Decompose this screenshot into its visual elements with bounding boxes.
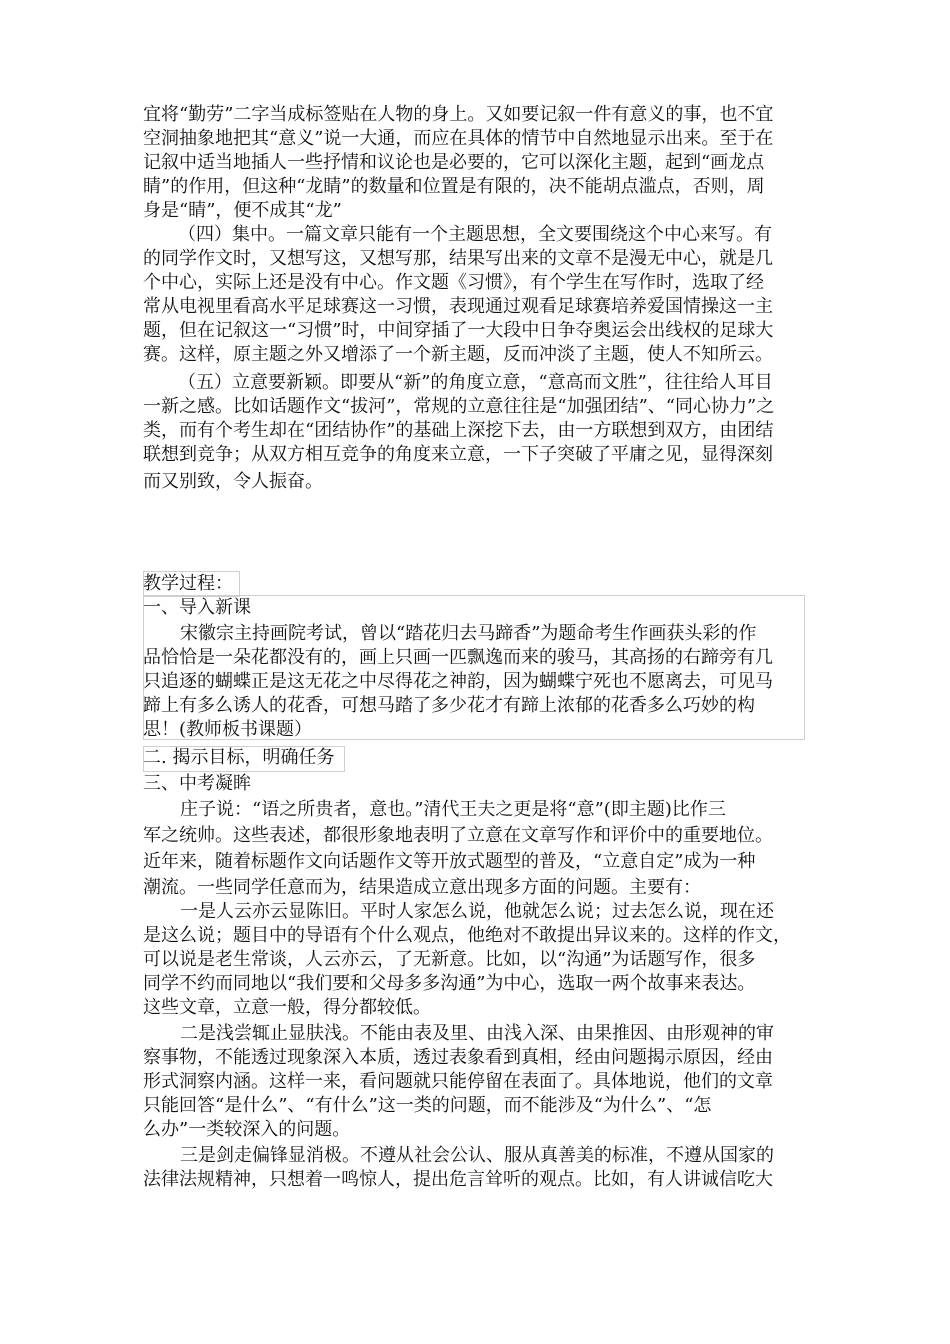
body-line-10: 二是浅尝辄止显肤浅。不能由表及里、由浅入深、由果推因、由形观神的审 bbox=[180, 1023, 774, 1044]
body-line-8: 同学不约而同地以“我们要和父母多多沟通”为中心，选取一两个故事来表达。 bbox=[143, 973, 756, 994]
body-line-16: 法律法规精神，只想着一鸣惊人，提出危言耸听的观点。比如，有人讲诚信吃大 bbox=[143, 1169, 773, 1190]
body-line-14: 么办”一类较深入的问题。 bbox=[143, 1119, 351, 1140]
top-line-8: 个中心，实际上还是没有中心。作文题《习惯》，有个学生在写作时，选取了经 bbox=[143, 272, 764, 293]
top-line-15: 联想到竞争；从双方相互竞争的角度来立意，一下子突破了平庸之见，显得深刻 bbox=[143, 444, 773, 465]
intro-line-2: 品恰恰是一朵花都没有的，画上只画一匹飘逸而来的骏马，其高扬的右蹄旁有几 bbox=[143, 647, 773, 668]
body-line-9: 这些文章，立意一般，得分都较低。 bbox=[143, 997, 431, 1018]
lesson-heading: 教学过程： bbox=[143, 573, 233, 594]
top-line-13: 一新之感。比如话题作文“拔河”，常规的立意往往是“加强团结”、“同心协力”之 bbox=[143, 396, 775, 417]
top-line-2: 空洞抽象地把其“意义”说一大通，而应在具体的情节中自然地显示出来。至于在 bbox=[143, 128, 774, 149]
top-line-14: 类，而有个考生却在“团结协作”的基础上深挖下去，由一方联想到双方，由团结 bbox=[143, 420, 774, 441]
body-line-3: 近年来，随着标题作文向话题作文等开放式题型的普及，“立意自定”成为一种 bbox=[143, 851, 756, 872]
intro-line-4: 蹄上有多么诱人的花香，可想马踏了多少花才有蹄上浓郁的花香多么巧妙的构 bbox=[143, 695, 755, 716]
body-line-15: 三是剑走偏锋显消极。不遵从社会公认、服从真善美的标准，不遵从国家的 bbox=[180, 1145, 774, 1166]
intro-line-1: 宋徽宗主持画院考试，曾以“踏花归去马蹄香”为题命考生作画获头彩的作 bbox=[180, 623, 757, 644]
top-line-12: （五）立意要新颖。即要从“新”的角度立意，“意高而文胜”，往往给人耳目 bbox=[178, 372, 773, 393]
body-line-6: 是这么说；题目中的导语有个什么观点，他绝对不敢提出异议来的。这样的作文， bbox=[143, 925, 791, 946]
top-line-3: 记叙中适当地插人一些抒情和议论也是必要的，它可以深化主题，起到“画龙点 bbox=[143, 152, 765, 173]
body-line-2: 军之统帅。这些表述，都很形象地表明了立意在文章写作和评价中的重要地位。 bbox=[143, 825, 773, 846]
section1-title: 一、导入新课 bbox=[143, 597, 251, 618]
top-line-9: 常从电视里看高水平足球赛这一习惯，表现通过观看足球赛培养爱国情操这一主 bbox=[143, 296, 773, 317]
section2-title: 二. 揭示目标，明确任务 bbox=[143, 747, 335, 768]
body-line-13: 只能回答“是什么”、“有什么”这一类的问题，而不能涉及“为什么”、“怎 bbox=[143, 1095, 712, 1116]
body-line-11: 察事物，不能透过现象深入本质，透过表象看到真相，经由问题揭示原因，经由 bbox=[143, 1047, 773, 1068]
top-line-16: 而又别致，令人振奋。 bbox=[143, 471, 323, 492]
intro-line-3: 只追逐的蝴蝶正是这无花之中尽得花之神韵，因为蝴蝶宁死也不愿离去，可见马 bbox=[143, 671, 773, 692]
top-line-6: （四）集中。一篇文章只能有一个主题思想，全文要围绕这个中心来写。有 bbox=[178, 224, 772, 245]
body-line-12: 形式洞察内涵。这样一来，看问题就只能停留在表面了。具体地说，他们的文章 bbox=[143, 1071, 773, 1092]
body-line-7: 可以说是老生常谈，人云亦云，了无新意。比如，以“沟通”为话题写作，很多 bbox=[143, 949, 756, 970]
top-line-10: 题，但在记叙这一“习惯”时，中间穿插了一大段中日争夺奥运会出线权的足球大 bbox=[143, 320, 774, 341]
top-line-7: 的同学作文时，又想写这，又想写那，结果写出来的文章不是漫无中心，就是几 bbox=[143, 248, 773, 269]
top-line-5: 身是“睛”，便不成其“龙” bbox=[143, 200, 342, 221]
body-line-1: 庄子说：“语之所贵者，意也。”清代王夫之更是将“意”(即主题)比作三 bbox=[180, 799, 726, 820]
top-line-1: 宜将“勤劳”二字当成标签贴在人物的身上。又如要记叙一件有意义的事，也不宜 bbox=[143, 104, 774, 125]
body-line-5: 一是人云亦云显陈旧。平时人家怎么说，他就怎么说；过去怎么说，现在还 bbox=[180, 901, 774, 922]
body-line-4: 潮流。一些同学任意而为，结果造成立意出现多方面的问题。主要有： bbox=[143, 877, 701, 898]
top-line-4: 睛”的作用，但这种“龙睛”的数量和位置是有限的，决不能胡点滥点，否则，周 bbox=[143, 176, 765, 197]
section3-title: 三、中考凝眸 bbox=[143, 773, 251, 794]
intro-line-5: 思！(教师板书课题） bbox=[143, 719, 313, 740]
top-line-11: 赛。这样，原主题之外又增添了一个新主题，反而冲淡了主题，使人不知所云。 bbox=[143, 344, 773, 365]
